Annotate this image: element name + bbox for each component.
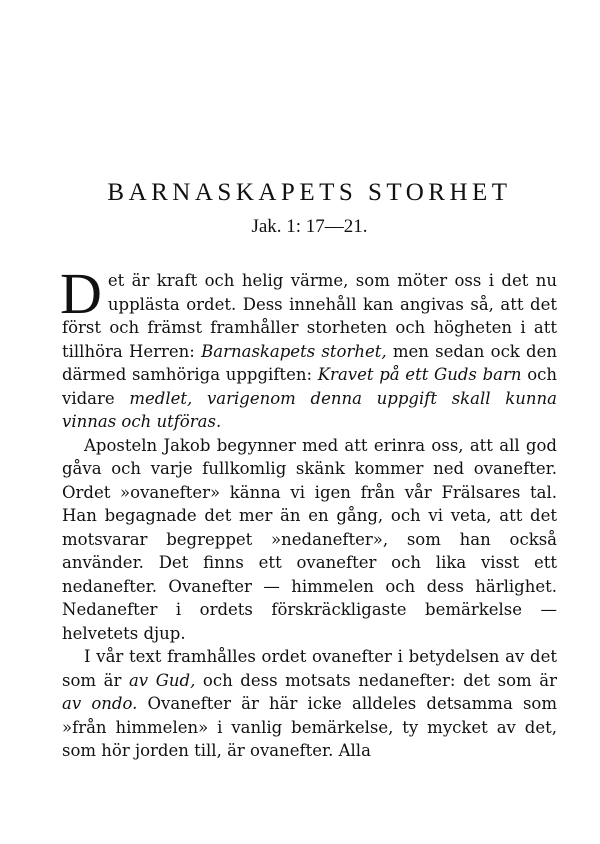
paragraph-3-text-3: Ovanefter är här icke alldeles detsamma som »från himmelen» i vanlig bemärkelse, ty mycket av det, som hör jorden till, är ovanefter. Alla (62, 694, 557, 760)
paragraph-1-text-3: och vidare (62, 365, 558, 408)
paragraph-3 (62, 645, 557, 763)
paragraph-3-emphasis-1: av Gud, (128, 670, 196, 690)
chapter-title: BARNASKAPETS STORHET (107, 179, 512, 206)
paragraph-3-emphasis-2: av ondo. (62, 694, 138, 713)
paragraph-1-emphasis-2: Kravet på ett Guds barn (317, 365, 522, 384)
paragraph-2: Aposteln Jakob begynner med att erinra oss, att all god gåva och varje fullkomlig skänk kommer ned ovanefter. Ordet »ovanefter» känna vi igen från vår Frälsares tal. Han begagnade det mer än en gång, och vi veta, att det motsvarar begreppet »nedanefter», som han också använder. Det finns ett ovanefter och lika visst ett nedanefter. Ovanefter — himmelen och dess härlighet. Nedanefter i ordets förskräckligaste bemärkelse — helvetets djup. (62, 435, 557, 643)
scripture-reference: Jak. 1: 17—21. (251, 216, 368, 237)
paragraph-1-emphasis-1: Barnaskapets storhet, (201, 341, 387, 361)
drop-cap: D (60, 261, 102, 326)
paragraph-3-text-2: och dess motsats nedanefter: det som är (195, 670, 557, 690)
paragraph-3-text-1: I vår text framhålles ordet ovanefter i betydelsen av det som är (62, 647, 557, 690)
paragraph-1-text-1: et är kraft och helig värme, som möter oss i det nu upplästa ordet. Dess innehåll kan angivas så, att det först och främst framhåller storheten och högheten i att tillhöra Herren: (62, 271, 557, 361)
paragraph-1-emphasis-3: medlet, varigenom denna uppgift skall kunna vinnas och utföras. (62, 388, 557, 431)
paragraph-1 (60, 261, 558, 434)
body-text (60, 261, 558, 763)
book-page (62, 178, 557, 763)
paragraph-1-text-2: men sedan ock den därmed samhöriga uppgiften: (62, 341, 558, 384)
